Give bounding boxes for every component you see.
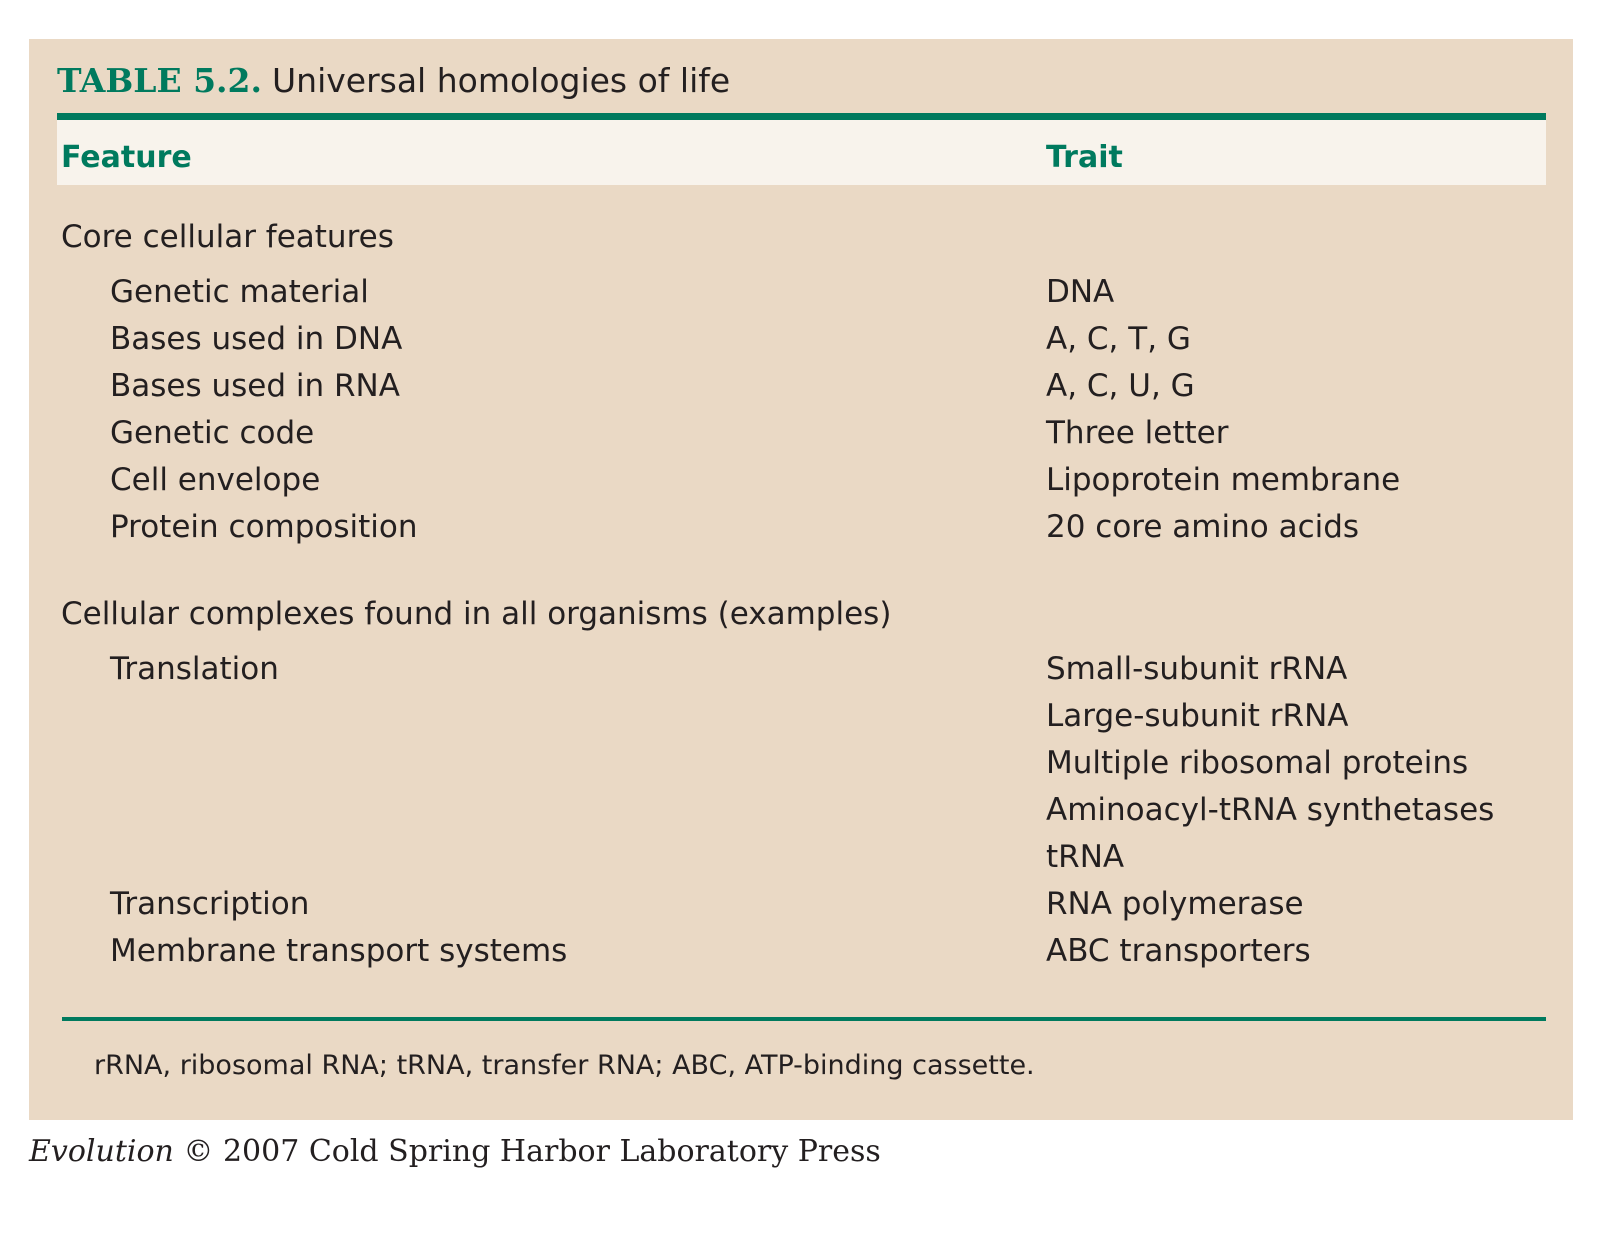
- feature-cell: Protein composition: [110, 509, 418, 545]
- feature-cell: Bases used in DNA: [110, 321, 403, 357]
- trait-cell: Aminoacyl-tRNA synthetases: [1046, 792, 1495, 828]
- trait-cell: RNA polymerase: [1046, 886, 1304, 922]
- trait-cell: Multiple ribosomal proteins: [1046, 745, 1469, 781]
- column-header-trait: Trait: [1046, 140, 1123, 175]
- feature-cell: Cell envelope: [110, 462, 321, 498]
- trait-cell: DNA: [1046, 274, 1115, 310]
- feature-cell: Transcription: [110, 886, 310, 922]
- trait-cell: Three letter: [1046, 415, 1229, 451]
- trait-cell: 20 core amino acids: [1046, 509, 1360, 545]
- trait-cell: Lipoprotein membrane: [1046, 462, 1401, 498]
- table-number: TABLE 5.2.: [57, 61, 262, 100]
- feature-cell: Bases used in RNA: [110, 368, 400, 404]
- section-heading-core: Core cellular features: [61, 219, 394, 255]
- trait-cell: tRNA: [1046, 839, 1125, 875]
- credit-text: © 2007 Cold Spring Harbor Laboratory Press: [183, 1134, 881, 1169]
- credit-line: [29, 1132, 881, 1172]
- column-header-feature: Feature: [61, 140, 192, 175]
- table-title-text: Universal homologies of life: [272, 61, 731, 100]
- table-footnote: rRNA, ribosomal RNA; tRNA, transfer RNA; ABC, ATP-binding cassette.: [94, 1050, 1035, 1081]
- credit-book-title: Evolution: [29, 1134, 174, 1169]
- feature-cell: Membrane transport systems: [110, 933, 568, 969]
- table-title: [57, 61, 730, 101]
- trait-cell: Large-subunit rRNA: [1046, 698, 1349, 734]
- section-heading-complexes: Cellular complexes found in all organisms (examples): [61, 596, 892, 632]
- header-band: [57, 120, 1546, 185]
- top-rule: [57, 113, 1546, 120]
- feature-cell: Translation: [110, 651, 279, 687]
- trait-cell: ABC transporters: [1046, 933, 1311, 969]
- bottom-rule: [62, 1017, 1546, 1021]
- trait-cell: A, C, U, G: [1046, 368, 1195, 404]
- table-panel: [29, 39, 1573, 1120]
- trait-cell: Small-subunit rRNA: [1046, 651, 1348, 687]
- trait-cell: A, C, T, G: [1046, 321, 1191, 357]
- feature-cell: Genetic code: [110, 415, 315, 451]
- feature-cell: Genetic material: [110, 274, 369, 310]
